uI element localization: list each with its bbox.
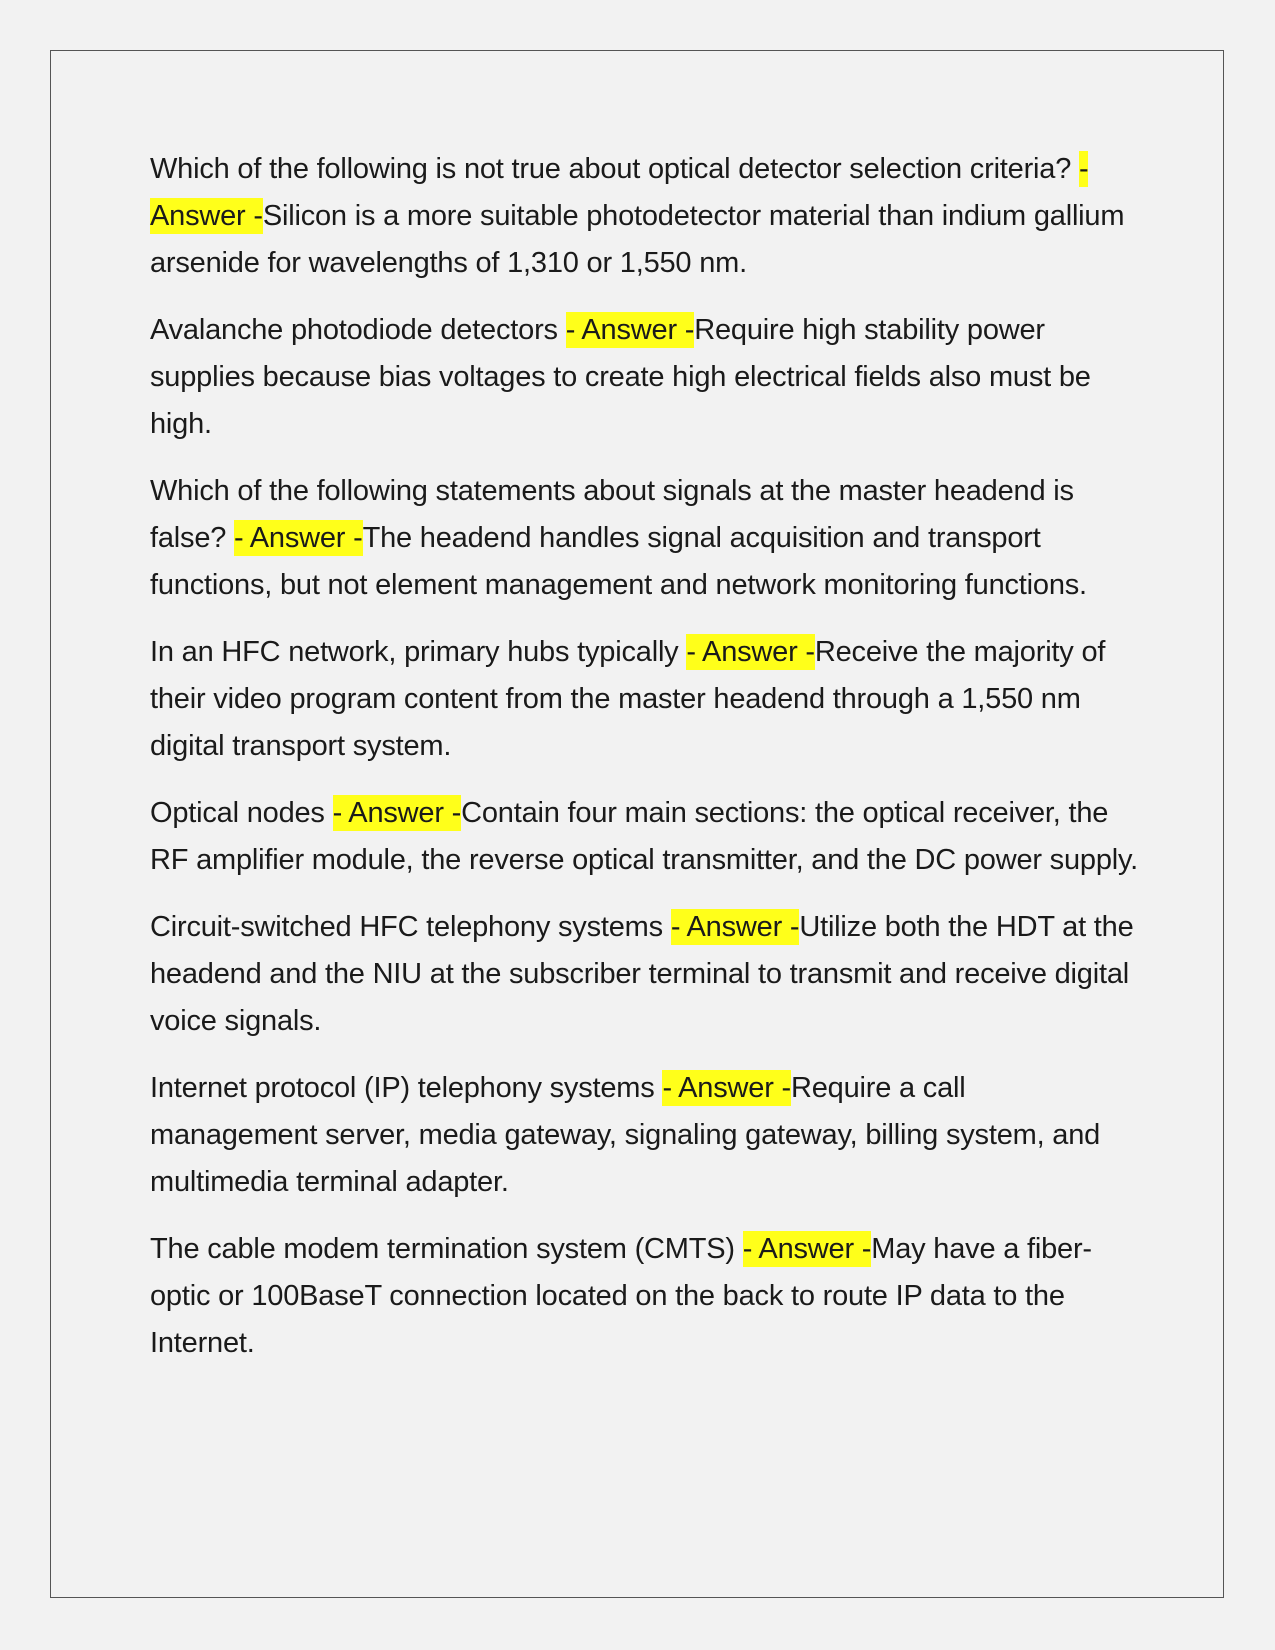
answer-marker: - Answer - bbox=[234, 522, 363, 554]
answer-text: Require a call management server, media gateway, signaling gateway, billing system, and multimedia terminal adapter. bbox=[150, 1072, 1101, 1198]
answer-text: Contain four main sections: the optical receiver, the RF amplifier module, the reverse optical transmitter, and the DC power supply. bbox=[150, 797, 1139, 876]
answer-marker: - Answer - bbox=[686, 636, 815, 668]
answer-text: The headend handles signal acquisition and transport functions, but not element management and network monitoring functions. bbox=[150, 522, 1087, 601]
answer-text: Require high stability power supplies because bias voltages to create high electrical fields also must be high. bbox=[150, 314, 1091, 440]
answer-marker: - Answer - bbox=[742, 1233, 872, 1265]
question-text: In an HFC network, primary hubs typically bbox=[150, 636, 687, 668]
answer-text: May have a fiber-optic or 100BaseT connection located on the back to route IP data to the Internet. bbox=[150, 1233, 1092, 1359]
qa-item bbox=[150, 468, 1140, 609]
qa-item bbox=[150, 629, 1140, 770]
question-text: Internet protocol (IP) telephony systems bbox=[150, 1072, 663, 1104]
qa-item bbox=[150, 790, 1140, 884]
answer-marker: - Answer - bbox=[670, 911, 800, 943]
question-text: Which of the following is not true about optical detector selection criteria? bbox=[150, 153, 1080, 185]
answer-text: Receive the majority of their video program content from the master headend through a 1,550 nm digital transport system. bbox=[150, 636, 1106, 762]
qa-item bbox=[150, 146, 1140, 287]
answer-text: Silicon is a more suitable photodetector material than indium gallium arsenide for wavelengths of 1,310 or 1,550 nm. bbox=[150, 200, 1125, 279]
question-text: Optical nodes bbox=[150, 797, 333, 829]
qa-list bbox=[150, 146, 1140, 1387]
qa-item bbox=[150, 1065, 1140, 1206]
answer-text: Utilize both the HDT at the headend and the NIU at the subscriber terminal to transmit and receive digital voice signals. bbox=[150, 911, 1134, 1037]
question-text: Which of the following statements about signals at the master headend is false? bbox=[150, 475, 1074, 554]
qa-item bbox=[150, 1226, 1140, 1367]
qa-item bbox=[150, 307, 1140, 448]
question-text: The cable modem termination system (CMTS) bbox=[150, 1233, 743, 1265]
answer-marker: - Answer - bbox=[150, 153, 1089, 232]
answer-marker: - Answer - bbox=[662, 1072, 791, 1104]
question-text: Circuit-switched HFC telephony systems bbox=[150, 911, 671, 943]
answer-marker: - Answer - bbox=[565, 314, 695, 346]
question-text: Avalanche photodiode detectors bbox=[150, 314, 566, 346]
answer-marker: - Answer - bbox=[332, 797, 462, 829]
qa-item bbox=[150, 904, 1140, 1045]
